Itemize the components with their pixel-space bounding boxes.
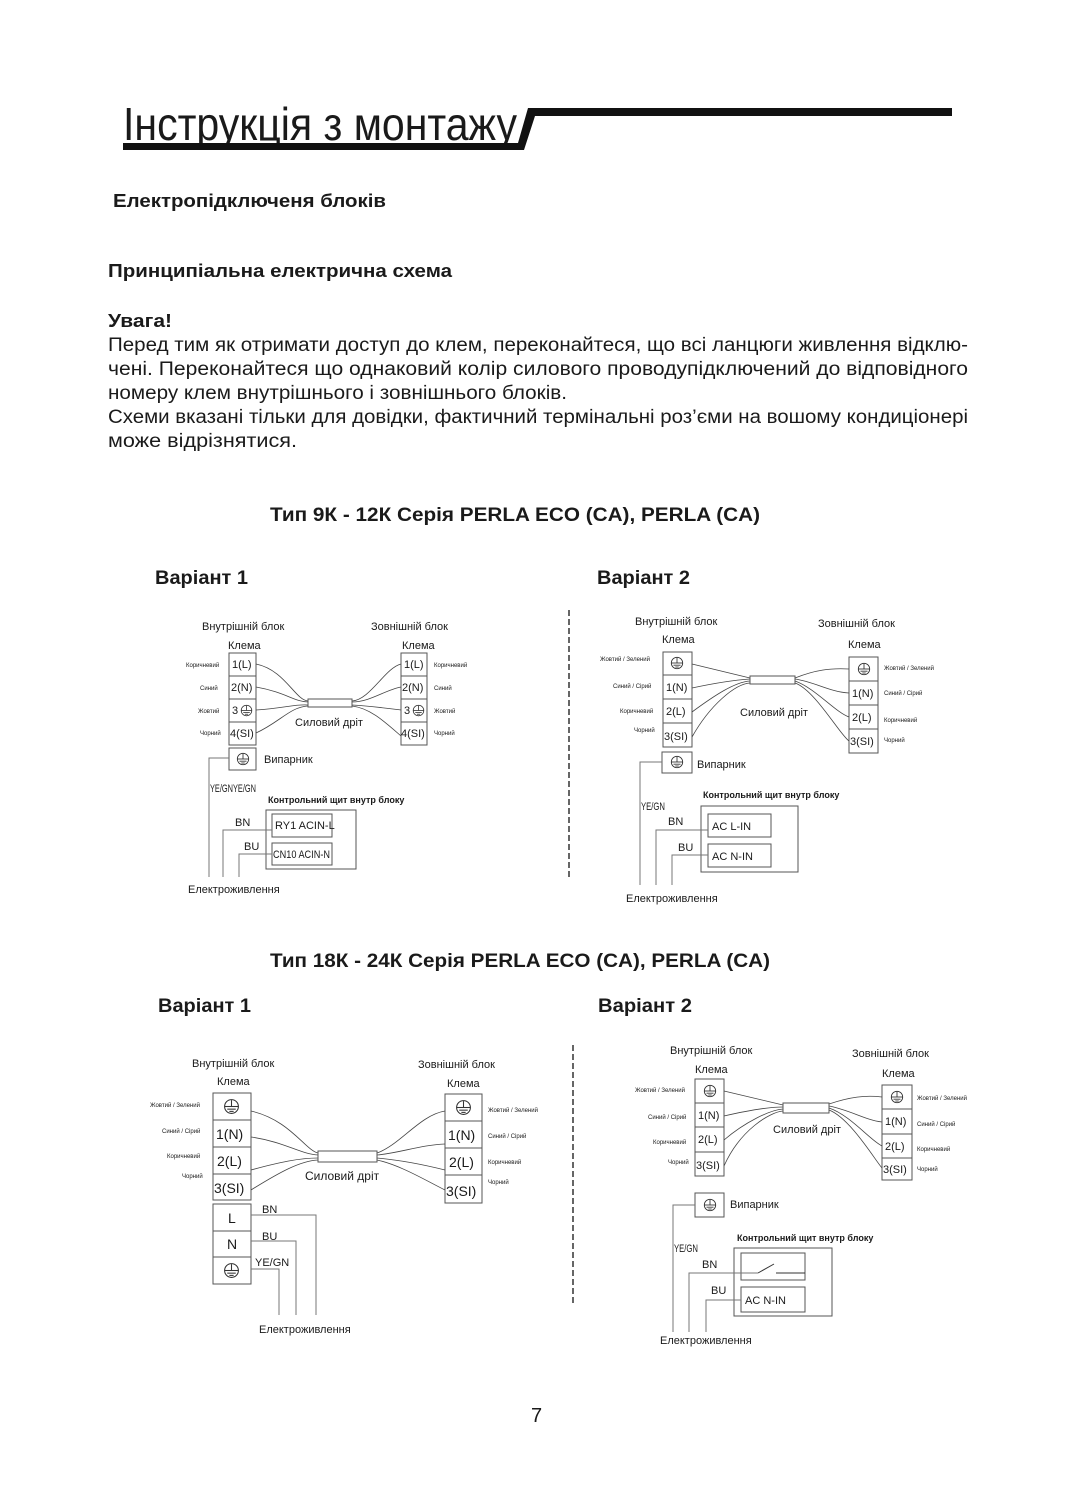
- indoor-terminal-block: [663, 652, 692, 747]
- terminal: 3(SI): [696, 1160, 720, 1172]
- ground-icon: [704, 1085, 715, 1096]
- terminal: 1(L): [404, 659, 424, 671]
- cable-label: Силовий дріт: [773, 1124, 841, 1136]
- warning-title: Увага!: [108, 311, 172, 331]
- wire-color: Коричневий: [186, 663, 220, 669]
- wire-label: BN: [668, 816, 684, 828]
- outdoor-unit-label: Зовнішній блок: [371, 621, 448, 633]
- board-terminal-label: CN10 ACIN-N: [273, 849, 331, 861]
- power-supply-label: Електроживлення: [188, 884, 280, 896]
- power-terminal-block: [213, 1204, 251, 1284]
- wire-color: Синий: [200, 686, 218, 692]
- wire-color: Коричневий: [620, 709, 654, 715]
- wire-color: Синий / Сірий: [884, 691, 923, 697]
- power-cable: [308, 699, 352, 707]
- control-board-label: Контрольний щит внутр блоку: [737, 1233, 874, 1243]
- terminal: 4(SI): [401, 728, 425, 740]
- wire-color: Чорний: [668, 1160, 689, 1166]
- wire-color: Коричневий: [488, 1160, 522, 1166]
- control-board-label: Контрольний щит внутр блоку: [703, 790, 840, 800]
- terminal-label: Клема: [848, 639, 881, 651]
- warning-line: може відрізнятися.: [108, 431, 297, 452]
- cable-label: Силовий дріт: [305, 1169, 380, 1183]
- terminal: 2(N): [402, 682, 424, 694]
- page-title: Інструкція з монтажу: [123, 98, 517, 150]
- type-title-9-12: Тип 9К - 12К Серія PERLA ECO (CA), PERLA (CA): [270, 505, 760, 526]
- terminal: 3: [232, 705, 239, 717]
- terminal: 3(SI): [664, 731, 688, 743]
- wire-label: YE/GN: [641, 801, 666, 813]
- board-terminal-label: RY1 ACIN-L: [275, 820, 335, 832]
- wire-color: Жовтий / Зелений: [488, 1108, 538, 1114]
- diagram-18-24-variant-1: [150, 1058, 538, 1336]
- board-terminal-label: AC N-IN: [712, 851, 753, 863]
- terminal: N: [227, 1236, 238, 1252]
- indoor-unit-label: Внутрішній блок: [192, 1058, 275, 1070]
- wire-color: Коричневий: [884, 718, 918, 724]
- wire-label: BU: [244, 841, 260, 853]
- wire-label: BN: [702, 1259, 718, 1271]
- wire-color: Чорний: [434, 731, 455, 737]
- outdoor-unit-label: Зовнішній блок: [818, 618, 895, 630]
- warning-line: номеру клем внутрішнього і зовнішнього блоків.: [108, 383, 567, 404]
- variant-2-title: Варіант 2: [598, 996, 692, 1017]
- terminal: 1(N): [852, 688, 874, 700]
- wire-label: BU: [678, 842, 694, 854]
- wire-color: Коричневий: [917, 1147, 951, 1153]
- outdoor-terminal-block: [849, 657, 878, 753]
- wire-color: Чорний: [488, 1180, 509, 1186]
- wire-label: YE/GN: [255, 1257, 290, 1269]
- ground-icon: [225, 1100, 239, 1114]
- wire-label: YE/GN: [674, 1243, 699, 1255]
- board-terminal-label: AC N-IN: [745, 1295, 786, 1307]
- terminal: 1(N): [666, 682, 688, 694]
- wire-color: Жовтий / Зелений: [635, 1088, 685, 1094]
- evaporator-label: Випарник: [697, 759, 746, 771]
- indoor-terminal-block: [213, 1093, 251, 1200]
- wire-color: Жовтий / Зелений: [150, 1103, 200, 1109]
- terminal: 1(L): [232, 659, 252, 671]
- outdoor-unit-label: Зовнішній блок: [418, 1059, 495, 1071]
- terminal-label: Клема: [662, 634, 695, 646]
- power-cable: [783, 1103, 829, 1113]
- terminal: 2(L): [666, 706, 686, 718]
- wire-color: Жовтий / Зелений: [884, 666, 934, 672]
- variant-2-title: Варіант 2: [597, 568, 690, 589]
- terminal: L: [228, 1210, 236, 1226]
- wire-color: Коричневий: [434, 663, 468, 669]
- diagram-18-24-variant-2: [635, 1045, 967, 1347]
- terminal: 2(L): [449, 1154, 474, 1170]
- warning-line: Перед тим як отримати доступ до клем, переконайтеся, що всі ланцюги живлення відклю-: [108, 335, 968, 356]
- wire-color: Жовтий / Зелений: [917, 1096, 967, 1102]
- wire-color: Чорний: [634, 728, 655, 734]
- power-cable: [318, 1151, 377, 1162]
- indoor-unit-label: Внутрішній блок: [202, 621, 285, 633]
- wire-label: BU: [711, 1285, 727, 1297]
- wire-color: Коричневий: [167, 1154, 201, 1160]
- evaporator-label: Випарник: [730, 1199, 779, 1211]
- page-number: 7: [531, 1405, 543, 1427]
- ground-icon: [858, 663, 869, 674]
- wire-label: YE/GNYE/GN: [210, 783, 257, 795]
- wire-color: Чорний: [884, 738, 905, 744]
- ground-icon: [225, 1264, 239, 1278]
- evaporator-label: Випарник: [264, 754, 313, 766]
- diagram-9-12-variant-2: [600, 616, 934, 905]
- wire-color: Синий / Сірий: [613, 684, 652, 690]
- indoor-unit-label: Внутрішній блок: [635, 616, 718, 628]
- ground-icon: [891, 1091, 902, 1102]
- wire-color: Синий / Сірий: [917, 1122, 956, 1128]
- wire-color: Чорний: [200, 731, 221, 737]
- terminal: 1(N): [885, 1116, 907, 1128]
- terminal: 2(L): [852, 712, 872, 724]
- page-header: [123, 98, 952, 150]
- terminal-label: Клема: [695, 1064, 728, 1076]
- cable-label: Силовий дріт: [295, 717, 363, 729]
- indoor-terminal-block: [229, 653, 256, 745]
- terminal-label: Клема: [217, 1076, 250, 1088]
- terminal: 3(SI): [883, 1164, 907, 1176]
- ground-icon: [671, 756, 682, 767]
- wire-color: Жовтий: [198, 709, 220, 715]
- indoor-unit-label: Внутрішній блок: [670, 1045, 753, 1057]
- ground-icon: [671, 657, 682, 668]
- warning-line: Схеми вказані тільки для довідки, фактичний термінальні роз’єми на вошому кондиціонері: [108, 407, 969, 428]
- power-supply-label: Електроживлення: [660, 1335, 752, 1347]
- terminal: 1(N): [448, 1127, 476, 1143]
- wire-label: BN: [235, 817, 251, 829]
- wire-label: BU: [262, 1231, 278, 1243]
- terminal: 4(SI): [230, 728, 254, 740]
- control-board-label: Контрольний щит внутр блоку: [268, 795, 405, 805]
- warning-block: [108, 311, 968, 452]
- terminal: 3(SI): [850, 736, 874, 748]
- board-terminal-label: AC L-IN: [712, 821, 752, 833]
- section-title: Електропідключеня блоків: [113, 191, 386, 211]
- wire-color: Жовтий: [434, 709, 456, 715]
- ground-icon: [457, 1101, 471, 1115]
- terminal: 3(SI): [446, 1183, 477, 1199]
- ground-icon: [704, 1199, 715, 1210]
- ground-icon: [237, 753, 248, 764]
- cable-label: Силовий дріт: [740, 707, 808, 719]
- terminal: 3(SI): [214, 1180, 245, 1196]
- wire-color: Синий: [434, 686, 452, 692]
- terminal-label: Клема: [447, 1078, 480, 1090]
- relay-switch: [741, 1253, 805, 1280]
- wire-label: BN: [262, 1204, 278, 1216]
- wire-color: Синий / Сірий: [648, 1115, 687, 1121]
- wire-color: Синий / Сірий: [488, 1134, 527, 1140]
- terminal: 2(L): [885, 1141, 905, 1153]
- terminal: 2(L): [217, 1153, 242, 1169]
- power-cable: [750, 676, 795, 684]
- variant-1-title: Варіант 1: [158, 996, 252, 1017]
- terminal-label: Клема: [402, 640, 435, 652]
- terminal: 3: [404, 705, 411, 717]
- terminal-label: Клема: [882, 1068, 915, 1080]
- terminal-label: Клема: [228, 640, 261, 652]
- wire-color: Чорний: [917, 1167, 938, 1173]
- terminal: 1(N): [698, 1110, 720, 1122]
- ground-icon: [241, 705, 252, 716]
- outdoor-unit-label: Зовнішній блок: [852, 1048, 929, 1060]
- outdoor-terminal-block: [401, 653, 427, 745]
- power-supply-label: Електроживлення: [259, 1324, 351, 1336]
- evaporator-terminal: [662, 752, 692, 773]
- ground-icon: [413, 705, 424, 716]
- outdoor-terminal-block: [882, 1085, 912, 1180]
- type-title-18-24: Тип 18К - 24К Серія PERLA ECO (CA), PERLA (CA): [270, 951, 770, 972]
- terminal: 2(L): [698, 1134, 718, 1146]
- terminal: 1(N): [216, 1126, 244, 1142]
- power-supply-label: Електроживлення: [626, 893, 718, 905]
- variant-1-title: Варіант 1: [155, 568, 249, 589]
- wire-color: Чорний: [182, 1174, 203, 1180]
- subsection-title: Принципіальна електрична схема: [108, 261, 454, 281]
- outdoor-terminal-block: [445, 1094, 482, 1203]
- wire-color: Синий / Сірий: [162, 1129, 201, 1135]
- diagram-9-12-variant-1: [186, 621, 467, 896]
- warning-line: чені. Переконайтеся що однаковий колір силового проводупідключений до відповідного: [108, 359, 968, 380]
- wire-color: Коричневий: [653, 1140, 687, 1146]
- terminal: 2(N): [231, 682, 253, 694]
- indoor-terminal-block: [695, 1079, 724, 1176]
- wire-color: Жовтий / Зелений: [600, 657, 650, 663]
